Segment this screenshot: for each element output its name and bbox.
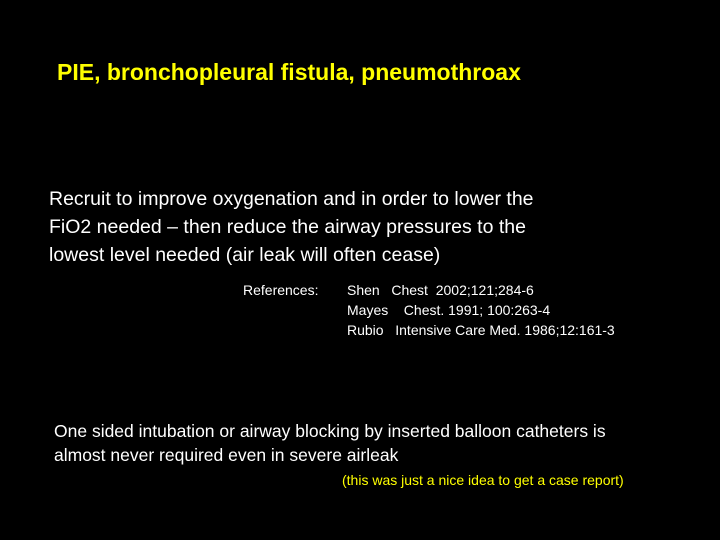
main-text-line: Recruit to improve oxygenation and in order to lower the [49,188,534,210]
references-list [347,280,615,340]
reference-item: Shen Chest 2002;121;284-6 [347,282,534,298]
main-text-line: FiO2 needed – then reduce the airway pressures to the [49,216,526,238]
reference-item: Mayes Chest. 1991; 100:263-4 [347,302,551,318]
reference-item: Rubio Intensive Care Med. 1986;12:161-3 [347,322,615,338]
second-text-line: One sided intubation or airway blocking by inserted balloon catheters is [54,421,606,441]
references-label: References: [243,282,319,298]
second-text [54,419,704,467]
main-text-line: lowest level needed (air leak will often cease) [49,244,441,266]
slide-title: PIE, bronchopleural fistula, pneumothroax [57,59,521,85]
side-note: (this was just a nice idea to get a case report) [342,472,624,488]
second-text-line: almost never required even in severe airleak [54,445,399,465]
main-text [49,185,689,269]
